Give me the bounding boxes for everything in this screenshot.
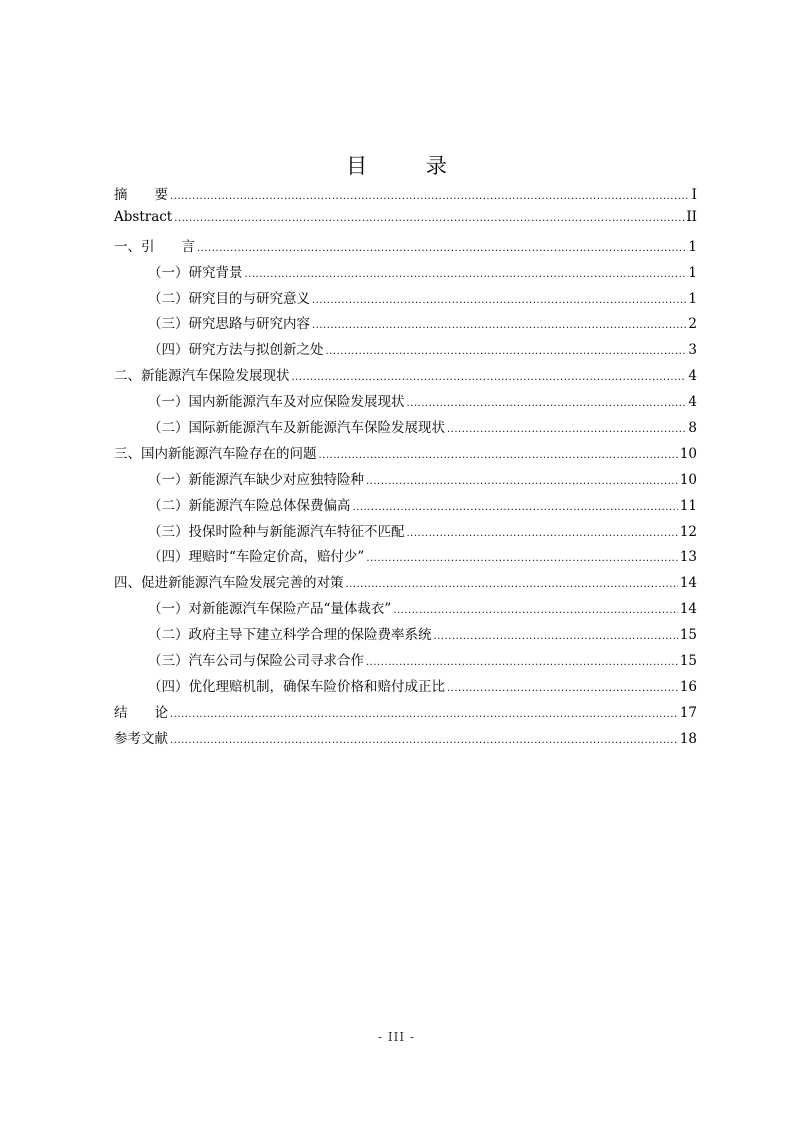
toc-entry-page: 14 (679, 575, 697, 592)
table-of-contents (114, 183, 697, 753)
toc-entry-page: 13 (679, 549, 697, 566)
toc-entry-page: 10 (679, 445, 697, 462)
dot-leader (447, 683, 678, 694)
toc-entry-page: 1 (688, 264, 697, 281)
toc-entry-page: 1 (688, 290, 697, 307)
page-number-footer: - III - (378, 1030, 415, 1044)
toc-entry-page: 14 (679, 601, 697, 618)
toc-entry-page: 11 (679, 497, 697, 514)
dot-leader (292, 372, 687, 383)
dot-leader (245, 269, 687, 280)
toc-entry-label: 三、国内新能源汽车险存在的问题 (114, 445, 317, 462)
toc-entry[interactable] (114, 545, 697, 571)
toc-entry-label: （二）新能源汽车险总体保费偏高 (148, 497, 351, 514)
toc-entry-page: 10 (679, 471, 697, 488)
toc-entry[interactable] (114, 338, 697, 364)
toc-entry-page: 15 (679, 627, 697, 644)
toc-entry-label: 一、引 言 (114, 238, 195, 255)
toc-entry-label: 参考文献 (114, 730, 168, 747)
toc-entry[interactable] (114, 494, 697, 520)
dot-leader (366, 657, 678, 668)
toc-entry-label: 结 论 (114, 704, 168, 721)
dot-leader (170, 191, 690, 202)
toc-entry-label: 摘 要 (114, 187, 168, 203)
dot-leader (447, 424, 686, 435)
toc-entry[interactable] (114, 183, 697, 209)
toc-entry[interactable] (114, 364, 697, 390)
dot-leader (366, 553, 678, 564)
dot-leader (407, 398, 687, 409)
toc-entry[interactable] (114, 727, 697, 753)
toc-entry[interactable] (114, 468, 697, 494)
dot-leader (319, 450, 678, 461)
toc-entry-label: Abstract (114, 208, 173, 225)
dot-leader (312, 295, 686, 306)
toc-entry[interactable] (114, 442, 697, 468)
toc-entry[interactable] (114, 261, 697, 287)
toc-entry-page: 1 (688, 238, 697, 255)
toc-entry-label: （二）研究目的与研究意义 (148, 290, 310, 307)
dot-leader (366, 476, 678, 487)
toc-entry-label: （三）汽车公司与保险公司寻求合作 (148, 653, 364, 670)
toc-entry-label: （四）优化理赔机制，确保车险价格和赔付成正比 (148, 678, 445, 695)
toc-entry-page: 8 (688, 420, 697, 437)
toc-entry-label: （三）研究思路与研究内容 (148, 316, 310, 333)
toc-entry-page: 2 (688, 316, 697, 333)
dot-leader (312, 320, 686, 331)
toc-entry[interactable] (114, 209, 697, 235)
dot-leader (197, 243, 686, 254)
toc-entry-label: 二、新能源汽车保险发展现状 (114, 368, 290, 385)
toc-entry-label: （一）对新能源汽车保险产品“量体裁衣” (148, 601, 392, 618)
toc-entry[interactable] (114, 287, 697, 313)
toc-entry-page: 12 (679, 523, 697, 540)
toc-entry[interactable] (114, 701, 697, 727)
toc-entry-label: （一）国内新能源汽车及对应保险发展现状 (148, 394, 405, 411)
toc-entry-page: 17 (679, 704, 697, 721)
dot-leader (174, 213, 684, 224)
toc-entry-page: I (691, 187, 697, 203)
toc-entry-page: 4 (688, 368, 697, 385)
toc-entry[interactable] (114, 235, 697, 261)
toc-entry[interactable] (114, 649, 697, 675)
dot-leader (407, 528, 678, 539)
toc-entry[interactable] (114, 597, 697, 623)
dot-leader (434, 631, 678, 642)
dot-leader (170, 735, 678, 746)
toc-entry-page: 4 (688, 394, 697, 411)
toc-entry-page: 15 (679, 653, 697, 670)
toc-entry-page: 16 (679, 678, 697, 695)
dot-leader (393, 605, 678, 616)
toc-entry-page: 3 (688, 342, 697, 359)
toc-entry-label: （一）研究背景 (148, 264, 243, 281)
toc-entry[interactable] (114, 390, 697, 416)
toc-entry-label: （三）投保时险种与新能源汽车特征不匹配 (148, 523, 405, 540)
toc-entry[interactable] (114, 675, 697, 701)
dot-leader (353, 502, 678, 513)
dot-leader (170, 709, 678, 720)
toc-entry-label: （二）政府主导下建立科学合理的保险费率系统 (148, 627, 432, 644)
dot-leader (346, 579, 678, 590)
toc-entry[interactable] (114, 312, 697, 338)
toc-entry-page: 18 (679, 730, 697, 747)
toc-entry[interactable] (114, 416, 697, 442)
toc-entry-page: II (686, 208, 697, 225)
toc-entry[interactable] (114, 571, 697, 597)
toc-entry[interactable] (114, 520, 697, 546)
toc-entry-label: 四、促进新能源汽车险发展完善的对策 (114, 575, 344, 592)
toc-entry[interactable] (114, 623, 697, 649)
toc-title: 目 录 (346, 154, 473, 178)
toc-entry-label: （四）理赔时“车险定价高，赔付少” (148, 549, 365, 566)
dot-leader (326, 346, 687, 357)
toc-entry-label: （二）国际新能源汽车及新能源汽车保险发展现状 (148, 420, 445, 437)
toc-entry-label: （一）新能源汽车缺少对应独特险种 (148, 471, 364, 488)
toc-entry-label: （四）研究方法与拟创新之处 (148, 342, 324, 359)
